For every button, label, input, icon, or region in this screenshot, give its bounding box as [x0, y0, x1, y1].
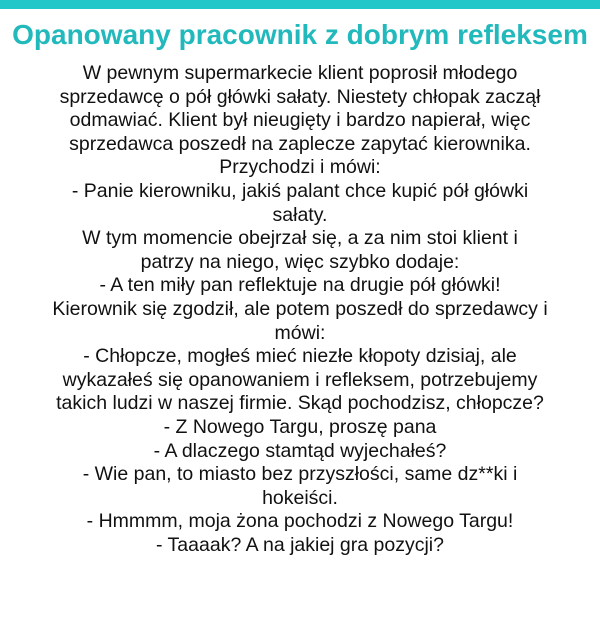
text-line: - Chłopcze, mogłeś mieć niezłe kłopoty dzisiaj, ale — [83, 345, 517, 368]
text-line: - Hmmmm, moja żona pochodzi z Nowego Targu! — [86, 510, 514, 533]
text-line: - Taaaak? A na jakiej gra pozycji? — [156, 533, 444, 556]
text-line: W pewnym supermarkecie klient poprosił młodego — [82, 62, 518, 84]
text-line: sałaty. — [272, 203, 328, 226]
text-line: mówi: — [274, 321, 326, 344]
joke-text — [20, 62, 580, 557]
text-line: hokeiści. — [262, 486, 338, 509]
text-line: sprzedawcę o pół główki sałaty. Niestety chłopak zaczął — [59, 85, 541, 108]
text-line: wykazałeś się opanowaniem i refleksem, potrzebujemy — [62, 368, 538, 391]
text-line: W tym momencie obejrzał się, a za nim stoi klient i — [82, 227, 518, 250]
text-line: - Panie kierowniku, jakiś palant chce kupić pół główki — [71, 179, 529, 202]
top-accent-bar — [0, 0, 600, 9]
text-line: odmawiać. Klient był nieugięty i bardzo napierał, więc — [69, 109, 531, 132]
text-line: - A ten miły pan reflektuje na drugie pół główki! — [99, 274, 501, 297]
text-line: Kierownik się zgodził, ale potem poszedł do sprzedawcy i — [52, 297, 548, 320]
text-line: sprzedawca poszedł na zaplecze zapytać kierownika. — [69, 132, 531, 155]
text-line: - A dlaczego stamtąd wyjechałeś? — [153, 439, 447, 462]
text-line: - Z Nowego Targu, proszę pana — [163, 415, 437, 438]
text-line: - Wie pan, to miasto bez przyszłości, same dz**ki i — [82, 463, 518, 486]
text-line: patrzy na niego, więc szybko dodaje: — [140, 250, 460, 273]
text-line: takich ludzi w naszej firmie. Skąd pochodzisz, chłopcze? — [56, 392, 544, 415]
page-title: Opanowany pracownik z dobrym refleksem — [12, 19, 588, 50]
text-line: Przychodzi i mówi: — [219, 156, 381, 179]
